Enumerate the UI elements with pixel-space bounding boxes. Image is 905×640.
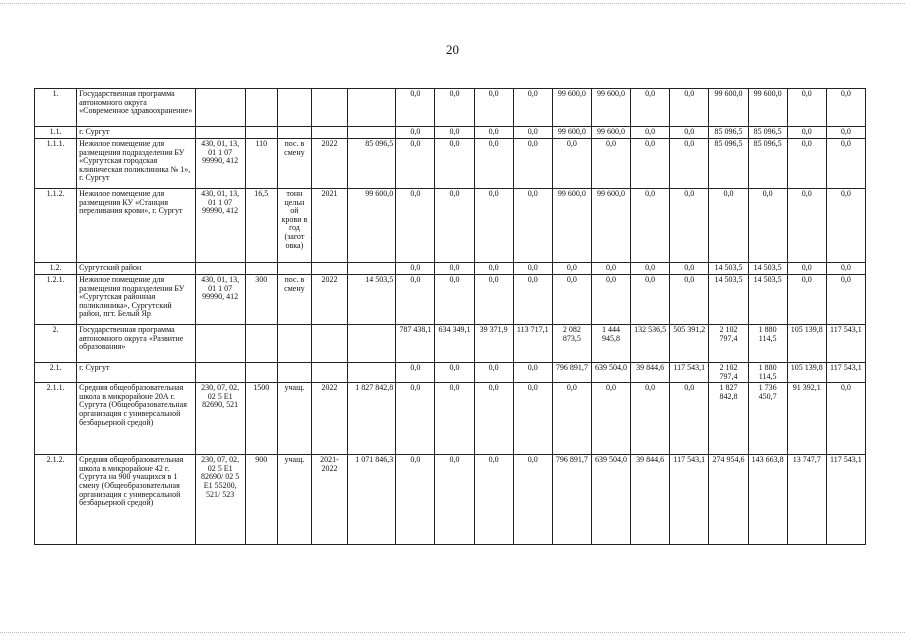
capacity-value xyxy=(245,127,277,139)
financing-value: 0,0 xyxy=(787,263,826,275)
financing-value: 91 392,1 xyxy=(787,383,826,455)
financing-value: 0,0 xyxy=(396,455,435,545)
financing-value: 0,0 xyxy=(631,127,670,139)
financing-value: 1 827 842,8 xyxy=(709,383,748,455)
estimated-cost: 99 600,0 xyxy=(348,189,396,263)
financing-value: 796 891,7 xyxy=(552,363,591,383)
capacity-unit: пос. в смену xyxy=(277,139,311,189)
financing-value: 99 600,0 xyxy=(709,89,748,127)
budget-code xyxy=(195,263,245,275)
estimated-cost: 14 503,5 xyxy=(348,275,396,325)
capacity-value xyxy=(245,89,277,127)
financing-value: 0,0 xyxy=(474,383,513,455)
capacity-value: 300 xyxy=(245,275,277,325)
object-name: Государственная программа автономного округа «Современное здравоохранение» xyxy=(77,89,195,127)
financing-value: 0,0 xyxy=(396,363,435,383)
financing-value: 0,0 xyxy=(787,127,826,139)
financing-value: 0,0 xyxy=(435,89,474,127)
financing-value: 2 082 873,5 xyxy=(552,325,591,363)
financing-value: 0,0 xyxy=(435,383,474,455)
capacity-unit xyxy=(277,89,311,127)
estimated-cost xyxy=(348,325,396,363)
financing-value: 39 371,9 xyxy=(474,325,513,363)
financing-value: 0,0 xyxy=(396,139,435,189)
financing-value: 132 536,5 xyxy=(631,325,670,363)
financing-value: 0,0 xyxy=(513,89,552,127)
financing-value: 0,0 xyxy=(826,189,865,263)
estimated-cost: 1 827 842,8 xyxy=(348,383,396,455)
financing-value: 99 600,0 xyxy=(591,189,630,263)
capacity-unit: тонн цельн ой крови в год (загот овка) xyxy=(277,189,311,263)
row-number: 1. xyxy=(35,89,77,127)
table-row xyxy=(35,383,866,455)
estimated-cost xyxy=(348,363,396,383)
capacity-value xyxy=(245,363,277,383)
financing-value: 0,0 xyxy=(513,189,552,263)
row-number: 1.1.1. xyxy=(35,139,77,189)
estimated-cost xyxy=(348,127,396,139)
year: 2021 xyxy=(311,189,347,263)
financing-value: 0,0 xyxy=(787,189,826,263)
financing-value: 0,0 xyxy=(748,189,787,263)
budget-code: 430, 01, 13, 01 1 07 99990, 412 xyxy=(195,189,245,263)
financing-value: 0,0 xyxy=(474,127,513,139)
object-name: Средняя общеобразовательная школа в микрорайоне 42 г. Сургута на 900 учащихся в 1 смену (Общеобразовательная организация с универсальной безбарьерной средой) xyxy=(77,455,195,545)
financing-value: 0,0 xyxy=(709,189,748,263)
financing-value: 0,0 xyxy=(787,275,826,325)
financing-value: 505 391,2 xyxy=(670,325,709,363)
financing-value: 0,0 xyxy=(552,383,591,455)
object-name: Нежилое помещение для размещения КУ «Станция переливания крови», г. Сургут xyxy=(77,189,195,263)
financing-value: 105 139,8 xyxy=(787,325,826,363)
financing-value: 0,0 xyxy=(631,189,670,263)
financing-value: 0,0 xyxy=(670,139,709,189)
budget-code xyxy=(195,363,245,383)
object-name: г. Сургут xyxy=(77,363,195,383)
capacity-unit xyxy=(277,263,311,275)
financing-value: 99 600,0 xyxy=(552,127,591,139)
financing-value: 0,0 xyxy=(513,127,552,139)
financing-value: 0,0 xyxy=(396,263,435,275)
financing-value: 99 600,0 xyxy=(552,189,591,263)
financing-value: 0,0 xyxy=(474,189,513,263)
financing-value: 0,0 xyxy=(591,263,630,275)
financing-value: 0,0 xyxy=(670,263,709,275)
financing-value: 2 102 797,4 xyxy=(709,325,748,363)
financing-value: 0,0 xyxy=(513,383,552,455)
row-number: 1.1.2. xyxy=(35,189,77,263)
financing-value: 0,0 xyxy=(435,455,474,545)
object-name: г. Сургут xyxy=(77,127,195,139)
table-row xyxy=(35,89,866,127)
financing-value: 0,0 xyxy=(591,139,630,189)
financing-value: 0,0 xyxy=(396,89,435,127)
financing-value: 0,0 xyxy=(435,189,474,263)
table-row xyxy=(35,139,866,189)
financing-value: 0,0 xyxy=(435,275,474,325)
financing-value: 117 543,1 xyxy=(826,455,865,545)
year: 2021-2022 xyxy=(311,455,347,545)
financing-value: 39 844,6 xyxy=(631,363,670,383)
estimated-cost xyxy=(348,263,396,275)
financing-value: 0,0 xyxy=(826,89,865,127)
row-number: 1.2.1. xyxy=(35,275,77,325)
financing-value: 0,0 xyxy=(396,127,435,139)
financing-value: 99 600,0 xyxy=(748,89,787,127)
estimated-cost: 1 071 846,3 xyxy=(348,455,396,545)
financing-value: 0,0 xyxy=(513,263,552,275)
financing-value: 0,0 xyxy=(631,275,670,325)
budget-code: 430, 01, 13, 01 1 07 99990, 412 xyxy=(195,139,245,189)
budget-table xyxy=(34,88,866,545)
capacity-value xyxy=(245,325,277,363)
financing-value: 0,0 xyxy=(474,263,513,275)
object-name: Нежилое помещение для размещения подразделения БУ «Сургутская районная поликлиника», Сургутский район, пгт. Белый Яр xyxy=(77,275,195,325)
budget-code: 230, 07, 02, 02 5 E1 82690, 521 xyxy=(195,383,245,455)
financing-value: 0,0 xyxy=(826,139,865,189)
table-row xyxy=(35,263,866,275)
budget-code: 230, 07, 02, 02 5 E1 82690/ 02 5 E1 55200, 521/ 523 xyxy=(195,455,245,545)
financing-value: 274 954,6 xyxy=(709,455,748,545)
financing-value: 113 717,1 xyxy=(513,325,552,363)
object-name: Государственная программа автономного округа «Развитие образования» xyxy=(77,325,195,363)
estimated-cost xyxy=(348,89,396,127)
financing-value: 0,0 xyxy=(631,383,670,455)
financing-value: 639 504,0 xyxy=(591,363,630,383)
financing-value: 0,0 xyxy=(552,139,591,189)
budget-code: 430, 01, 13, 01 1 07 99990, 412 xyxy=(195,275,245,325)
table-row xyxy=(35,275,866,325)
row-number: 2. xyxy=(35,325,77,363)
financing-value: 0,0 xyxy=(474,363,513,383)
financing-value: 14 503,5 xyxy=(709,275,748,325)
estimated-cost: 85 096,5 xyxy=(348,139,396,189)
table-row xyxy=(35,127,866,139)
financing-value: 0,0 xyxy=(670,275,709,325)
financing-value: 14 503,5 xyxy=(748,263,787,275)
page-number: 20 xyxy=(446,42,459,57)
capacity-unit xyxy=(277,127,311,139)
scan-edge-top xyxy=(0,3,905,4)
financing-value: 85 096,5 xyxy=(709,127,748,139)
financing-value: 0,0 xyxy=(513,455,552,545)
financing-value: 0,0 xyxy=(670,383,709,455)
row-number: 2.1. xyxy=(35,363,77,383)
financing-value: 0,0 xyxy=(826,127,865,139)
financing-value: 0,0 xyxy=(670,127,709,139)
financing-value: 117 543,1 xyxy=(826,325,865,363)
budget-code xyxy=(195,127,245,139)
financing-value: 14 503,5 xyxy=(748,275,787,325)
financing-value: 0,0 xyxy=(787,139,826,189)
financing-value: 99 600,0 xyxy=(591,127,630,139)
capacity-value: 900 xyxy=(245,455,277,545)
capacity-value: 16,5 xyxy=(245,189,277,263)
capacity-unit xyxy=(277,325,311,363)
financing-value: 0,0 xyxy=(670,89,709,127)
financing-value: 0,0 xyxy=(435,127,474,139)
financing-value: 1 880 114,5 xyxy=(748,325,787,363)
capacity-value: 1500 xyxy=(245,383,277,455)
financing-value: 634 349,1 xyxy=(435,325,474,363)
financing-value: 117 543,1 xyxy=(670,455,709,545)
capacity-unit: пос. в смену xyxy=(277,275,311,325)
financing-value: 0,0 xyxy=(474,139,513,189)
financing-value: 1 880 114,5 xyxy=(748,363,787,383)
object-name: Средняя общеобразовательная школа в микрорайоне 20А г. Сургута (Общеобразовательная организация с универсальной безбарьерной средой) xyxy=(77,383,195,455)
financing-value: 39 844,6 xyxy=(631,455,670,545)
financing-value: 1 736 450,7 xyxy=(748,383,787,455)
financing-value: 0,0 xyxy=(826,275,865,325)
row-number: 1.1. xyxy=(35,127,77,139)
capacity-unit xyxy=(277,363,311,383)
financing-value: 143 663,8 xyxy=(748,455,787,545)
year xyxy=(311,89,347,127)
year: 2022 xyxy=(311,383,347,455)
financing-value: 105 139,8 xyxy=(787,363,826,383)
table-row xyxy=(35,455,866,545)
scan-edge-bottom xyxy=(0,632,905,633)
financing-value: 0,0 xyxy=(670,189,709,263)
capacity-unit: учащ. xyxy=(277,455,311,545)
row-number: 2.1.1. xyxy=(35,383,77,455)
object-name: Нежилое помещение для размещения подразделения БУ «Сургутская городская клиническая поликлиника № 1», г. Сургут xyxy=(77,139,195,189)
financing-value: 0,0 xyxy=(787,89,826,127)
financing-value: 85 096,5 xyxy=(748,127,787,139)
financing-value: 117 543,1 xyxy=(670,363,709,383)
financing-value: 787 438,1 xyxy=(396,325,435,363)
financing-value: 14 503,5 xyxy=(709,263,748,275)
financing-value: 0,0 xyxy=(513,139,552,189)
financing-value: 0,0 xyxy=(396,383,435,455)
financing-value: 796 891,7 xyxy=(552,455,591,545)
financing-value: 0,0 xyxy=(631,139,670,189)
financing-value: 0,0 xyxy=(513,275,552,325)
financing-value: 639 504,0 xyxy=(591,455,630,545)
financing-value: 99 600,0 xyxy=(591,89,630,127)
financing-value: 99 600,0 xyxy=(552,89,591,127)
financing-value: 0,0 xyxy=(435,263,474,275)
table-row xyxy=(35,189,866,263)
financing-value: 13 747,7 xyxy=(787,455,826,545)
year: 2022 xyxy=(311,275,347,325)
row-number: 1.2. xyxy=(35,263,77,275)
financing-value: 0,0 xyxy=(435,139,474,189)
year: 2022 xyxy=(311,139,347,189)
year xyxy=(311,325,347,363)
budget-code xyxy=(195,89,245,127)
financing-value: 0,0 xyxy=(591,383,630,455)
financing-value: 2 102 797,4 xyxy=(709,363,748,383)
budget-code xyxy=(195,325,245,363)
financing-value: 0,0 xyxy=(552,263,591,275)
financing-value: 1 444 945,8 xyxy=(591,325,630,363)
financing-value: 0,0 xyxy=(435,363,474,383)
financing-value: 0,0 xyxy=(552,275,591,325)
capacity-value: 110 xyxy=(245,139,277,189)
financing-value: 0,0 xyxy=(591,275,630,325)
financing-value: 0,0 xyxy=(474,275,513,325)
financing-value: 0,0 xyxy=(396,189,435,263)
table-row xyxy=(35,363,866,383)
financing-value: 117 543,1 xyxy=(826,363,865,383)
financing-value: 85 096,5 xyxy=(709,139,748,189)
financing-value: 0,0 xyxy=(631,263,670,275)
object-name: Сургутский район xyxy=(77,263,195,275)
capacity-unit: учащ. xyxy=(277,383,311,455)
financing-value: 0,0 xyxy=(826,383,865,455)
financing-value: 0,0 xyxy=(826,263,865,275)
year xyxy=(311,127,347,139)
financing-value: 85 096,5 xyxy=(748,139,787,189)
financing-value: 0,0 xyxy=(474,89,513,127)
year xyxy=(311,263,347,275)
table-row xyxy=(35,325,866,363)
row-number: 2.1.2. xyxy=(35,455,77,545)
financing-value: 0,0 xyxy=(474,455,513,545)
year xyxy=(311,363,347,383)
capacity-value xyxy=(245,263,277,275)
financing-value: 0,0 xyxy=(513,363,552,383)
financing-value: 0,0 xyxy=(396,275,435,325)
financing-value: 0,0 xyxy=(631,89,670,127)
